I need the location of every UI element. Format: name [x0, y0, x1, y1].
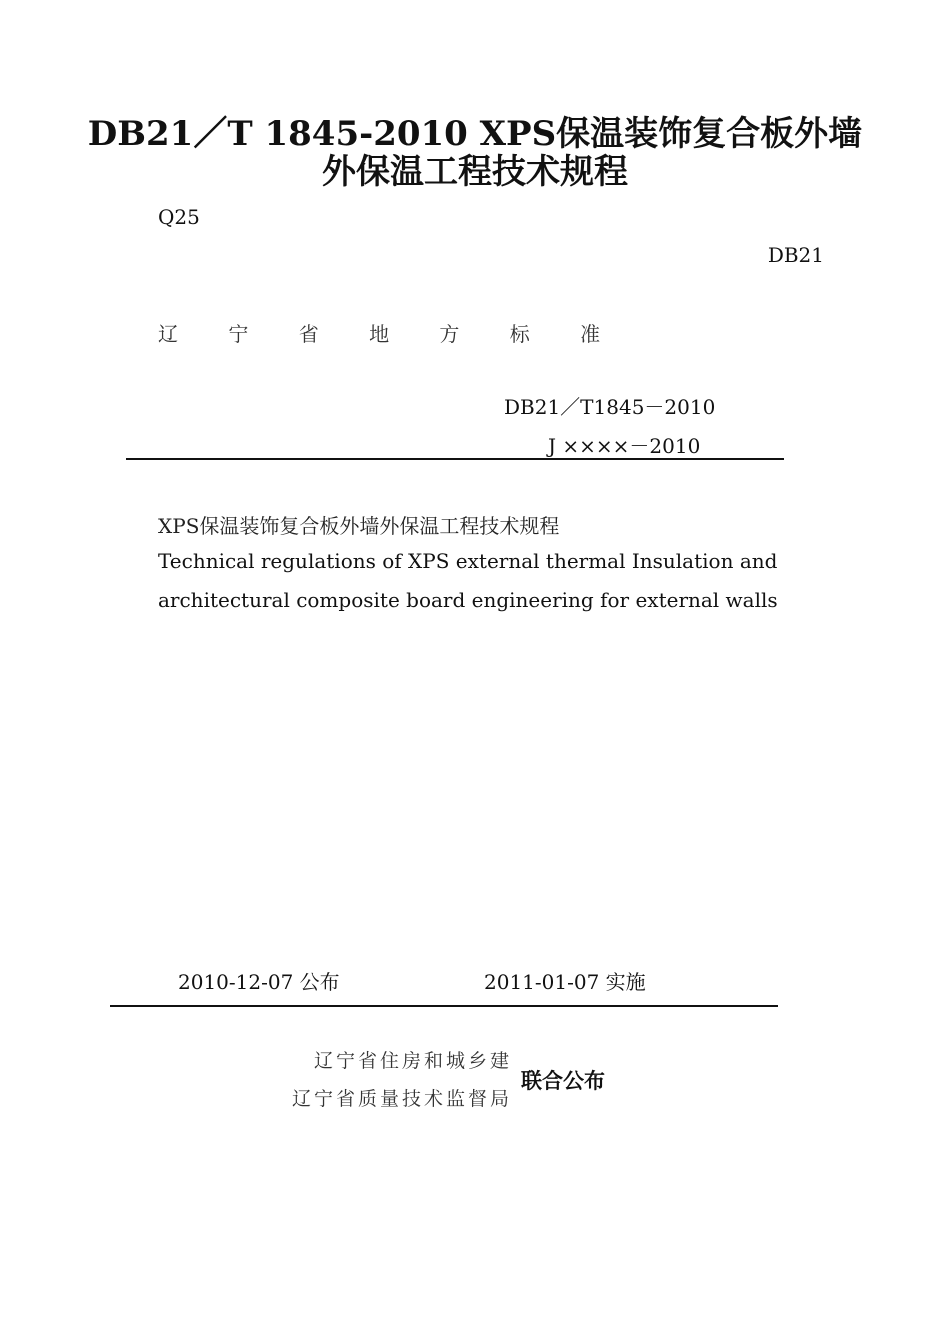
standard-number: DB21／T1845－2010: [504, 395, 716, 419]
document-title-line-1: DB21／T 1845-2010 XPS保温装饰复合板外墙: [87, 114, 863, 154]
implementation-date: 2011-01-07 实施: [484, 970, 646, 994]
top-divider: [126, 458, 784, 460]
standard-title-chinese: XPS保温装饰复合板外墙外保温工程技术规程: [158, 514, 560, 538]
issuer-type-label: 辽 宁 省 地 方 标 准: [158, 322, 623, 346]
classification-code: Q25: [158, 205, 200, 229]
bottom-divider: [110, 1005, 778, 1007]
standard-prefix: DB21: [767, 243, 824, 267]
document-title-line-2: 外保温工程技术规程: [322, 152, 628, 192]
publisher-housing-department: 辽宁省住房和城乡建: [313, 1050, 512, 1072]
publisher-quality-bureau: 辽宁省质量技术监督局: [291, 1088, 512, 1110]
issue-date: 2010-12-07 公布: [178, 970, 340, 994]
record-number: J ××××－2010: [548, 434, 701, 458]
standard-title-english-line-2: architectural composite board engineering for external walls: [158, 588, 778, 612]
standard-title-english-line-1: Technical regulations of XPS external thermal Insulation and: [158, 549, 778, 573]
joint-publication-label: 联合公布: [521, 1069, 605, 1093]
